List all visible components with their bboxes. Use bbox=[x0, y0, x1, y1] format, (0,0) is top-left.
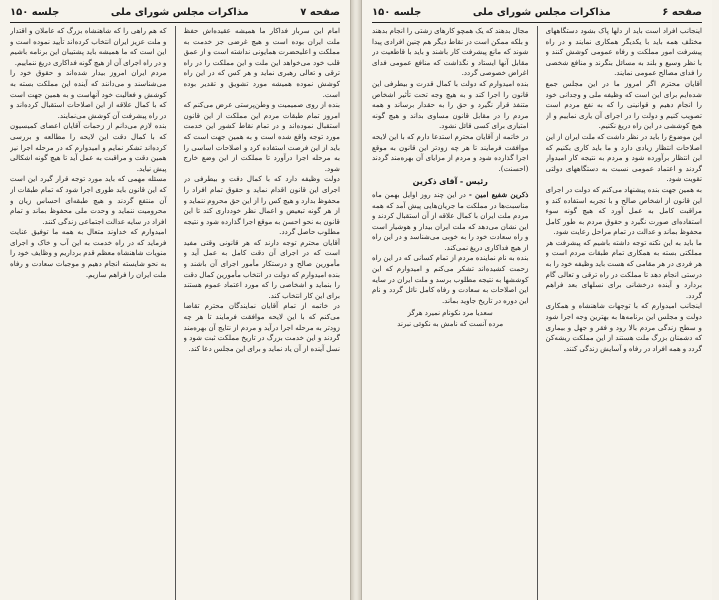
page-6 bbox=[361, 0, 712, 600]
text-column-left bbox=[372, 26, 529, 600]
paragraph bbox=[372, 190, 529, 254]
paragraph: امیدوارم که خداوند متعال به همه ما توفیق عنایت فرماید که در راه خدمت به این آب و خاک و اجرای منویات شاهنشاه معظم قدم برداریم و وظایف خود را به نحو شایسته انجام دهیم و موجبات سعادت و رفاه ملت ایران را فراهم سازیم. bbox=[10, 227, 167, 279]
paragraph: بنده به نام نماینده مردم از تمام کسانی که در این راه زحمت کشیده‌اند تشکر می‌کنم و امیدوارم که این کوششها به نتیجه مطلوب برسد و ملت ایران در سایه این اصلاحات به سعادت و رفاه کامل نائل گردد و نام این دوره در تاریخ جاوید بماند. bbox=[372, 253, 529, 305]
session-number: جلسه ۱۵۰ bbox=[10, 7, 60, 18]
column-divider bbox=[175, 26, 176, 600]
text-columns bbox=[10, 26, 340, 600]
paragraph: بنده از روی صمیمیت و وطن‌پرستی عرض می‌کنم که امروز تمام طبقات مردم این مملکت از این قانون استقبال نموده‌اند و در تمام نقاط کشور این خدمت مورد توجه واقع شده است و به همین جهت است که باید از این فرصت استفاده کرد و اصلاحات اساسی را به مرحله اجرا درآورد تا مملکت از این وضع خارج شود. bbox=[183, 100, 340, 173]
paragraph: آقایان محترم توجه دارند که هر قانونی وقتی مفید است که در اجرای آن دقت کامل به عمل آید و مأمورین صالح و درستکار مأمور اجرای آن باشند و بنده امیدوارم که دولت در انتخاب مأمورین کمال دقت را بنماید و اشخاصی را که مورد اعتماد عموم هستند برای این کار انتخاب کند. bbox=[183, 237, 340, 300]
text-column-right bbox=[546, 26, 703, 600]
paragraph: مسئله مهمی که باید مورد توجه قرار گیرد این است که این قانون باید طوری اجرا شود که تمام طبقات از آن منتفع گردند و هیچ طبقه‌ای احساس زیان و محرومیت ننماید و وحدت ملی محفوظ بماند و تمام افراد در سایه عدالت اجتماعی زندگی کنند. bbox=[10, 174, 167, 226]
paragraph: به همین جهت بنده پیشنهاد می‌کنم که دولت در اجرای این قانون از اشخاص صالح و با تجربه استفاده کند و مراقبت کامل به عمل آورد که هیچ گونه سوء استفاده‌ای صورت نگیرد و حقوق مردم به طور کامل محفوظ بماند و عدالت در تمام مراحل رعایت شود. bbox=[545, 184, 702, 237]
paragraph: دولت وظیفه دارد که با کمال دقت و بیطرفی در اجرای این قانون اقدام نماید و حقوق تمام افراد را محفوظ بدارد و هیچ کس را از این حق محروم ننماید و از هر گونه تبعیض و اعمال نظر خودداری کند تا این قانون به نحو احسن به موقع اجرا گذارده شود و نتیجه مطلوب حاصل گردد. bbox=[183, 174, 340, 237]
page-7 bbox=[0, 0, 351, 600]
page-number: صفحه ۷ bbox=[300, 7, 340, 18]
speaker-name: ذکرین شفیع امین - bbox=[468, 189, 529, 199]
text-column-left bbox=[10, 26, 167, 600]
paragraph: آقایان محترم اگر امروز ما در این مجلس جمع شده‌ایم برای این است که وظیفه ملی و وجدانی خود را انجام دهیم و قوانینی را که به نفع مردم است تصویب کنیم و دولت را در اجرای آن یاری نماییم و از هیچ کوششی در این راه دریغ نکنیم. bbox=[545, 78, 702, 131]
page-header bbox=[10, 6, 340, 23]
paragraph: ما باید به این نکته توجه داشته باشیم که پیشرفت هر مملکتی بسته به همکاری تمام طبقات مردم است و هر فردی در هر مقامی که هست باید وظیفه خود را به درستی انجام دهد تا مملکت در راه ترقی و تعالی گام بردارد و آینده درخشانی برای نسلهای بعد فراهم گردد. bbox=[545, 237, 702, 300]
poem bbox=[372, 308, 529, 329]
text-column-right bbox=[184, 26, 341, 600]
paragraph: امام این سرباز فداکار ما همیشه عقیده‌اش حفظ ملت ایران بوده است و هیچ غرضی جز خدمت به مملکت و اعلیحضرت همایونی نداشته است و از عمق قلب خود می‌خواهد این ملت و این مملکت را در راه ترقی و تعالی رهبری نماید و هر کس که در این راه کوشش نموده همیشه مورد تشویق و تقدیر بوده است. bbox=[183, 26, 340, 99]
text-columns bbox=[372, 26, 702, 600]
paragraph: اینجانب امیدوارم که با توجهات شاهنشاه و همکاری دولت و مجلس این برنامه‌ها به بهترین وجه اجرا شود و سطح زندگی مردم بالا رود و فقر و جهل و بیماری که دشمنان بزرگ ملت هستند از این مملکت ریشه‌کن گردد و همه افراد در رفاه و آسایش زندگی کنند. bbox=[545, 301, 702, 353]
paragraph: این موضوع را باید در نظر داشت که ملت ایران از این اصلاحات انتظار زیادی دارد و ما باید کاری بکنیم که این انتظار برآورده شود و مردم به نتیجه کار امیدوار گردند و اعتماد عمومی نسبت به دستگاههای دولتی تقویت شود. bbox=[545, 131, 702, 184]
paragraph: در خاتمه از تمام آقایان نمایندگان محترم تقاضا می‌کنم که با این لایحه موافقت فرمایند تا هر چه زودتر به مرحله اجرا درآید و مردم از نتایج آن بهره‌مند گردند و این خدمت بزرگ در تاریخ مملکت ثبت شود و نسل آینده از آن یاد نماید و برای این مجلس دعا کند. bbox=[183, 301, 340, 353]
session-number: جلسه ۱۵۰ bbox=[372, 7, 422, 18]
paragraph: مجال بدهند که یک همچو کارهای زشتی را انجام بدهند و بلکه ممکن است در نقاط دیگر هم چنین افرادی پیدا شوند که مانع پیشرفت کار باشند و باید با قاطعیت در مقابل آنها ایستاد و نگذاشت که منافع عمومی فدای اغراض خصوصی گردد. bbox=[372, 26, 529, 78]
paragraph: بنده امیدوارم که دولت با کمال قدرت و بیطرفی این قانون را اجرا کند و به هیچ وجه تحت تأثیر اشخاص متنفذ قرار نگیرد و حق را به حقدار برساند و همه مردم را در مقابل قانون مساوی بداند و هیچ گونه امتیازی برای کسی قائل نشود. bbox=[372, 78, 529, 131]
page-number: صفحه ۶ bbox=[662, 7, 702, 18]
journal-title: مذاکرات مجلس شورای ملی bbox=[110, 7, 249, 18]
paragraph: در خاتمه از آقایان محترم استدعا دارم که با این لایحه موافقت فرمایند تا هر چه زودتر این قانون به موقع اجرا گذارده شود و مردم از مزایای آن بهره‌مند گردند (احسنت). bbox=[372, 131, 529, 173]
page-header bbox=[372, 6, 702, 23]
column-divider bbox=[537, 26, 538, 600]
paragraph: که هم راهی را که شاهنشاه بزرگ که عاملان و اقتدار و ملت عزیز ایران انتخاب کرده‌اند تأیید نموده است و این است که ما همیشه باید پشتیبان این برنامه باشیم و در راه اجرای آن از هیچ گونه فداکاری دریغ ننماییم. bbox=[10, 26, 167, 67]
paragraph: بنده لازم می‌دانم از زحمات آقایان اعضای کمیسیون که با کمال دقت این لایحه را مطالعه و بررسی کرده‌اند تشکر نمایم و امیدوارم که در مرحله اجرا نیز همین دقت و مراقبت به عمل آید تا هیچ گونه اشکالی پیش نیاید. bbox=[10, 121, 167, 173]
journal-title: مذاکرات مجلس شورای ملی bbox=[472, 7, 611, 18]
paragraph: اینجانب افراد است باید از دلها پاک بشود دستگاههای مختلف همه باید با یکدیگر همکاری نمایند و در راه پیشرفت امور مملکت و رفاه عمومی کوشش کنند و با نظر وسیع و بلند به مسائل بنگرند و منافع شخصی را فدای مصالح عمومی نمایند. bbox=[545, 26, 702, 78]
book-gutter bbox=[351, 0, 361, 600]
paragraph: مردم ایران امروز بیدار شده‌اند و حقوق خود را می‌شناسند و می‌دانند که آینده این مملکت بسته به کوشش و فعالیت خود آنهاست و به همین جهت است که با کمال علاقه از این اصلاحات استقبال کرده‌اند و در راه پیشرفت آن کوشش می‌نمایند. bbox=[10, 68, 167, 120]
poem-line: سعدیا مرد نکونام نمیرد هرگز bbox=[407, 308, 493, 318]
paragraph-text: در این چند روز اوایل بهمن ماه مناسبت‌ها در مملکت ما جریان‌هایی پیش آمد که همه مردم ملت ایران با کمال علاقه از آن استقبال کردند و این نشان می‌دهد که ملت ایران بیدار و هوشیار است و راه سعادت خود را به خوبی می‌شناسد و در این راه از هیچ فداکاری دریغ نمی‌کند. bbox=[372, 189, 529, 252]
speaker-heading: رئیس - آقای ذکرین bbox=[412, 177, 488, 187]
poem-line: مرده آنست که نامش به نکوئی نبرند bbox=[397, 319, 504, 329]
